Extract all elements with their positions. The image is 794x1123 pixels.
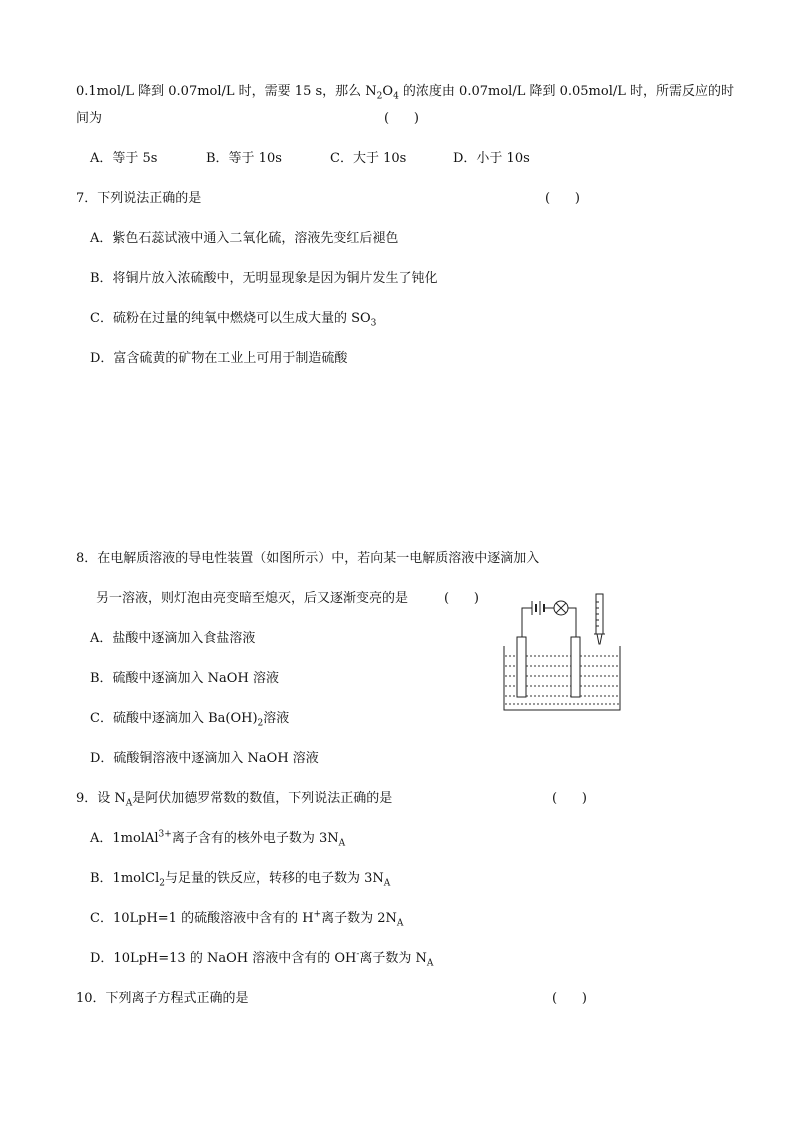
q9-option-b (90, 870, 390, 888)
q8-stem-line2: 另一溶液，则灯泡由亮变暗至熄灭，后又逐渐变亮的是 (96, 591, 409, 606)
q7-option-c (90, 310, 376, 328)
q6-line1-text-b: O (382, 84, 394, 99)
q9-option-a-text-a: A．1molAl (90, 831, 159, 846)
q9-stem-text-a: 9．设 N (76, 791, 126, 806)
q9-option-c (90, 910, 403, 928)
lamp-icon (554, 601, 568, 615)
q9-option-a-subscript: A (338, 838, 346, 849)
q6-line1-text-c: 的浓度由 0.07mol/L 降到 0.05mol/L 时，所需反应的时 (398, 84, 734, 99)
conductivity-apparatus-diagram (500, 592, 624, 716)
q9-option-d-text-a: D．10LpH=13 的 NaOH 溶液中含有的 OH (90, 951, 357, 966)
q9-option-c-subscript: A (396, 918, 404, 929)
q9-option-c-text-a: C．10LpH=1 的硫酸溶液中含有的 H (90, 911, 314, 926)
q7-option-a: A．紫色石蕊试液中通入二氧化硫，溶液先变红后褪色 (90, 231, 399, 246)
q10-stem: 10．下列离子方程式正确的是 (76, 991, 249, 1006)
q6-line1 (76, 83, 734, 101)
q9-option-a (90, 830, 345, 848)
q8-option-d: D．硫酸铜溶液中逐滴加入 NaOH 溶液 (90, 751, 319, 766)
q9-option-a-text-b: 离子含有的核外电子数为 3N (171, 831, 339, 846)
q6-option-b: B．等于 10s (206, 151, 282, 166)
q7-stem: 7．下列说法正确的是 (76, 191, 202, 206)
q6-option-a: A．等于 5s (90, 151, 158, 166)
q9-option-b-text-b: 与足量的铁反应，转移的电子数为 3N (164, 871, 384, 886)
q9-option-d-superscript: - (356, 949, 360, 960)
q7-option-c-subscript: 3 (370, 318, 377, 329)
q9-option-a-superscript: 3+ (158, 829, 172, 840)
q6-line1-text-a: 0.1mol/L 降到 0.07mol/L 时，需要 15 s，那么 N (76, 84, 377, 99)
q8-option-a: A．盐酸中逐滴加入食盐溶液 (90, 631, 256, 646)
q8-option-c (90, 710, 289, 728)
q7-option-c-text: C．硫粉在过量的纯氧中燃烧可以生成大量的 SO (90, 311, 371, 326)
q9-option-b-subscript-1: 2 (159, 878, 165, 889)
q6-subscript-2: 4 (393, 91, 399, 102)
q9-option-c-text-b: 离子数为 2N (321, 911, 397, 926)
q10-answer-paren: ( ) (552, 991, 587, 1006)
q9-option-d (90, 950, 433, 968)
burette-icon (594, 594, 605, 644)
q7-answer-paren: ( ) (545, 191, 580, 206)
battery-icon (528, 601, 550, 615)
q9-answer-paren: ( ) (552, 791, 587, 806)
q7-option-d: D．富含硫黄的矿物在工业上可用于制造硫酸 (90, 351, 348, 366)
q8-stem-line1: 8．在电解质溶液的导电性装置（如图所示）中，若向某一电解质溶液中逐滴加入 (76, 551, 540, 566)
right-electrode (571, 637, 580, 697)
right-wire (568, 608, 576, 637)
q6-option-d: D．小于 10s (453, 151, 530, 166)
left-electrode (517, 637, 526, 697)
left-wire (522, 608, 528, 637)
q7-option-b: B．将铜片放入浓硫酸中，无明显现象是因为铜片发生了钝化 (90, 271, 438, 286)
q8-option-c-subscript: 2 (257, 718, 264, 729)
q9-option-b-text-a: B．1molCl (90, 871, 160, 886)
q8-answer-paren: ( ) (444, 591, 479, 606)
q9-option-d-subscript: A (426, 958, 434, 969)
q9-stem-text-b: 是阿伏加德罗常数的数值，下列说法正确的是 (132, 791, 393, 806)
q6-line2: 间为 (76, 111, 103, 126)
q8-option-c-text-b: 溶液 (263, 711, 290, 726)
q8-option-b: B．硫酸中逐滴加入 NaOH 溶液 (90, 671, 279, 686)
q9-stem-subscript: A (125, 798, 133, 809)
q8-option-c-text-a: C．硫酸中逐滴加入 Ba(OH) (90, 711, 258, 726)
q9-option-b-subscript-2: A (383, 878, 391, 889)
q6-option-c: C．大于 10s (330, 151, 407, 166)
q9-option-c-superscript: + (313, 909, 322, 920)
q9-stem (76, 790, 392, 808)
q6-subscript-1: 2 (376, 91, 383, 102)
q6-answer-paren: ( ) (384, 111, 419, 126)
q9-option-d-text-b: 离子数为 N (359, 951, 427, 966)
